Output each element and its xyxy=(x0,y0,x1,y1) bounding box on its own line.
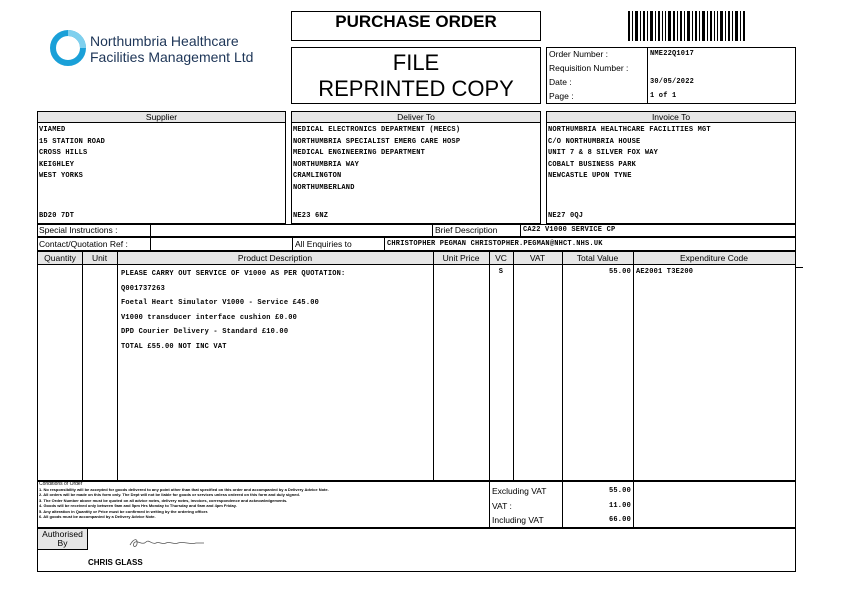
excl-vat-value: 55.00 xyxy=(608,487,631,495)
deliver-header: Deliver To xyxy=(291,111,541,123)
invoice-line: UNIT 7 & 8 SILVER FOX WAY xyxy=(548,149,659,157)
supplier-line: WEST YORKS xyxy=(39,172,84,180)
reprint-stamp-box xyxy=(291,47,541,104)
company-name-line2: Facilities Management Ltd xyxy=(90,49,254,65)
row-description-line: DPD Courier Delivery - Standard £10.00 xyxy=(121,328,289,336)
authoriser-name: CHRIS GLASS xyxy=(88,558,143,567)
invoice-line: C/O NORTHUMBRIA HOUSE xyxy=(548,137,641,146)
col-header-vat: VAT xyxy=(529,253,546,263)
special-instructions-row xyxy=(37,224,796,237)
invoice-line: NORTHUMBRIA HEALTHCARE FACILITIES MGT xyxy=(548,126,711,134)
brief-description-value: CA22 V1000 SERVICE CP xyxy=(523,226,616,234)
invoice-line: COBALT BUSINESS PARK xyxy=(548,160,637,169)
ring-logo-icon xyxy=(50,30,86,66)
date-value: 30/05/2022 xyxy=(650,78,695,86)
condition-item: 2. All orders will be made on this form only. The Dept will not be liable for goods or services unless ordered on this form and duly signed. xyxy=(39,492,300,498)
conditions-box xyxy=(37,481,796,528)
authorised-box xyxy=(37,528,796,572)
stamp-line2: REPRINTED COPY xyxy=(318,76,514,101)
invoice-box xyxy=(546,122,796,224)
deliver-line: NORTHUMBRIA SPECIALIST EMERG CARE HOSP xyxy=(293,137,461,146)
col-header-unit: Unit xyxy=(91,253,108,263)
col-header-expenditure: Expenditure Code xyxy=(679,253,749,263)
condition-item: 1. No responsibility will be accepted for goods delivered to any point other than that specified on this order and accompanied by a Delivery Advice Note. xyxy=(39,487,329,492)
condition-item: 5. Any alteration in Quantity or Price must be confirmed in writing by the ordering officer. xyxy=(39,508,209,514)
special-instructions-label: Special Instructions : xyxy=(39,225,118,235)
row-description-line: V1000 transducer interface cushion £0.00 xyxy=(121,313,298,322)
deliver-line: CRAMLINGTON xyxy=(293,172,342,180)
items-table xyxy=(37,251,796,481)
condition-item: 3. The Order Number above must be quoted on all advice notes, delivery notes, invoices, correspondence and acknowledgements. xyxy=(39,497,288,503)
invoice-header: Invoice To xyxy=(546,111,796,123)
col-header-quantity: Quantity xyxy=(44,253,76,263)
deliver-line: MEDICAL ELECTRONICS DEPARTMENT (MEECS) xyxy=(293,126,461,134)
order-info-box xyxy=(546,47,796,104)
deliver-line: NORTHUMBERLAND xyxy=(293,183,355,192)
row-description-line: Q001737263 xyxy=(121,284,166,293)
company-name-line1: Northumbria Healthcare xyxy=(90,33,239,49)
page-value: 1 of 1 xyxy=(650,92,677,100)
contact-ref-label: Contact/Quotation Ref : xyxy=(39,239,128,249)
purchase-order-title-box xyxy=(291,11,541,41)
supplier-line: KEIGHLEY xyxy=(39,160,75,169)
condition-item: 6. All goods must be accompanied by a Delivery Advice Note. xyxy=(39,514,156,520)
requisition-label: Requisition Number : xyxy=(549,63,629,73)
vat-label: VAT : xyxy=(492,501,512,511)
supplier-line: VIAMED xyxy=(39,126,66,134)
page-title: PURCHASE ORDER xyxy=(335,12,497,31)
row-description-line: TOTAL £55.00 NOT INC VAT xyxy=(121,342,227,351)
deliver-line: MEDICAL ENGINEERING DEPARTMENT xyxy=(293,149,426,157)
invoice-postcode: NE27 0QJ xyxy=(548,212,584,220)
date-label: Date : xyxy=(549,77,572,87)
row-vc: S xyxy=(498,268,504,276)
barcode-icon xyxy=(628,11,746,41)
deliver-box xyxy=(291,122,541,224)
col-header-total: Total Value xyxy=(576,253,619,263)
supplier-header: Supplier xyxy=(37,111,286,123)
vat-value: 11.00 xyxy=(608,502,631,510)
supplier-postcode: BD20 7DT xyxy=(39,212,75,220)
brief-description-label: Brief Description xyxy=(435,225,498,235)
supplier-line: 15 STATION ROAD xyxy=(39,137,106,146)
company-logo xyxy=(50,30,265,70)
order-number-value: NME22Q1017 xyxy=(650,50,695,58)
order-number-label: Order Number : xyxy=(549,49,609,59)
authorised-by-label: By xyxy=(57,538,68,548)
deliver-postcode: NE23 6NZ xyxy=(293,212,329,220)
incl-vat-value: 66.00 xyxy=(608,516,631,524)
col-header-description: Product Description xyxy=(237,253,313,263)
stamp-line1: FILE xyxy=(392,50,440,75)
invoice-line: NEWCASTLE UPON TYNE xyxy=(548,172,632,180)
authorised-label: Authorised xyxy=(42,529,83,539)
contact-row xyxy=(37,237,796,251)
row-expenditure-code: AE2001 T3E200 xyxy=(636,268,694,276)
excl-vat-label: Excluding VAT xyxy=(492,486,547,496)
row-description-line: Foetal Heart Simulator V1000 - Service £45.00 xyxy=(121,299,320,307)
deliver-line: NORTHUMBRIA WAY xyxy=(293,160,360,169)
supplier-line: CROSS HILLS xyxy=(39,149,88,157)
supplier-box xyxy=(37,122,286,224)
enquiries-value: CHRISTOPHER PEGMAN CHRISTOPHER.PEGMAN@NHCT.NHS.UK xyxy=(387,240,603,248)
row-total: 55.00 xyxy=(608,268,631,276)
signature-icon xyxy=(128,536,208,550)
col-header-unit-price: Unit Price xyxy=(442,253,480,263)
row-description-line: PLEASE CARRY OUT SERVICE OF V1000 AS PER QUOTATION: xyxy=(121,270,346,278)
page-label: Page : xyxy=(549,91,574,101)
col-header-vc: VC xyxy=(495,253,507,263)
conditions-title: Conditions of Order xyxy=(39,481,83,487)
incl-vat-label: Including VAT xyxy=(492,515,544,525)
enquiries-label: All Enquiries to xyxy=(295,239,352,249)
condition-item: 4. Goods will be received only between 9am and 5pm Hrs Monday to Thursday and 9am and 4pm Friday. xyxy=(39,503,237,509)
